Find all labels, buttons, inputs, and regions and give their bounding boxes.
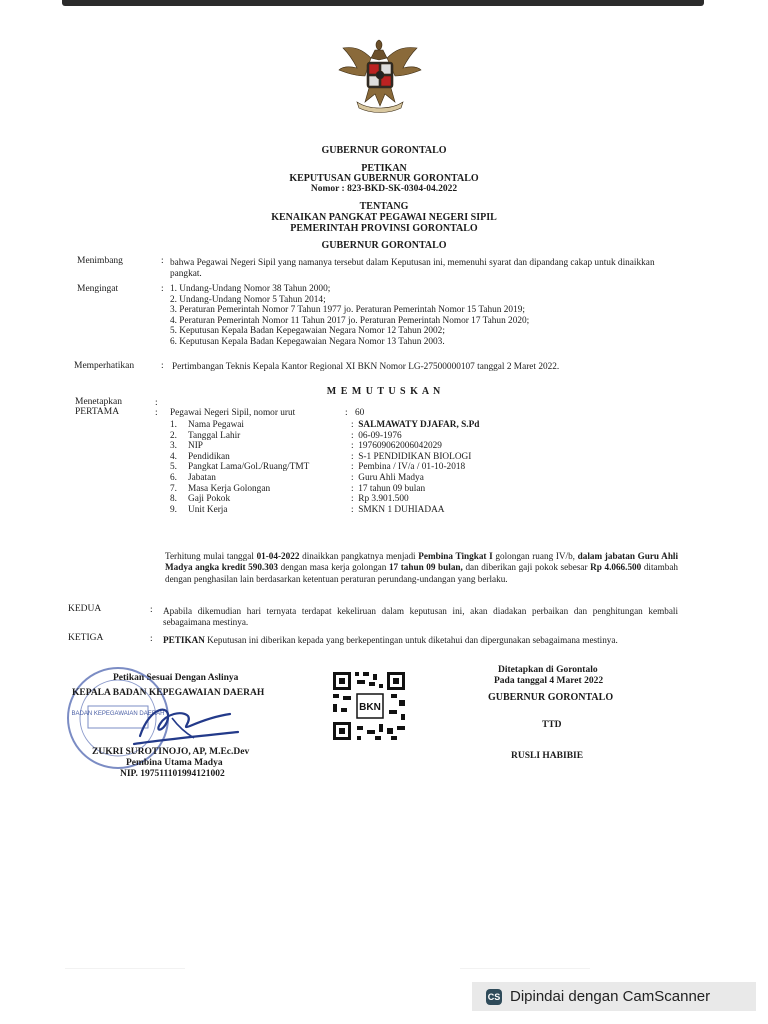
field-number: 6. xyxy=(170,472,177,483)
para-text: dengan masa kerja golongan xyxy=(280,562,387,573)
header-gubernur: GUBERNUR GORONTALO xyxy=(321,240,447,251)
menetapkan-label: Menetapkan xyxy=(75,397,122,407)
right-sign-title: GUBERNUR GORONTALO xyxy=(488,692,614,703)
header-pemprov: PEMERINTAH PROVINSI GORONTALO xyxy=(290,223,478,234)
value-colon: : xyxy=(351,420,354,430)
list-item: 3. Peraturan Pemerintah Nomor 7 Tahun 1977 jo. Peraturan Pemerintah Nomor 15 Tahun 2019; xyxy=(170,305,525,316)
menimbang-colon: : xyxy=(161,256,164,266)
value-colon: : xyxy=(351,462,354,473)
field-value-name: SALMAWATY DJAFAR, S.Pd xyxy=(358,420,480,430)
header-governor: GUBERNUR GORONTALO xyxy=(321,145,447,156)
list-item: 4. Peraturan Pemerintah Nomor 11 Tahun 2017 jo. Peraturan Pemerintah Nomor 17 Tahun 2020; xyxy=(170,315,530,326)
mengingat-label: Mengingat xyxy=(77,284,119,294)
camscanner-watermark xyxy=(472,982,756,1011)
value-colon: : xyxy=(351,430,354,441)
footer-divider xyxy=(460,968,590,969)
signature-icon xyxy=(120,696,250,752)
field-number: 9. xyxy=(170,504,177,515)
right-sign-date: Pada tanggal 4 Maret 2022 xyxy=(494,676,604,686)
kedua-label: KEDUA xyxy=(68,604,102,614)
mengingat-colon: : xyxy=(161,284,164,294)
left-sign-name: ZUKRI SUROTINOJO, AP, M.Ec.Dev xyxy=(92,747,250,757)
para-rank: Pembina Tingkat I xyxy=(418,551,493,561)
value-colon: : xyxy=(351,494,354,505)
field-number: 1. xyxy=(170,420,177,430)
field-label: Tanggal Lahir xyxy=(188,430,241,441)
field-label: Nama Pegawai xyxy=(188,420,245,430)
memperhatikan-text: Pertimbangan Teknis Kepala Kantor Regional XI BKN Nomor LG-27500000107 tanggal 2 Maret 2022. xyxy=(172,362,560,372)
list-item: 1. Undang-Undang Nomor 38 Tahun 2000; xyxy=(170,284,331,294)
field-value: S-1 PENDIDIKAN BIOLOGI xyxy=(358,451,472,462)
kedua-colon: : xyxy=(150,605,153,615)
header-keputusan: KEPUTUSAN GUBERNUR GORONTALO xyxy=(289,173,479,184)
left-sign-line1: Petikan Sesuai Dengan Aslinya xyxy=(113,673,239,683)
garuda-emblem-icon xyxy=(335,36,425,122)
field-number: 8. xyxy=(170,494,177,505)
header-tentang: TENTANG xyxy=(359,201,409,212)
para-text: dan diberikan gaji pokok sebesar xyxy=(465,562,588,573)
memperhatikan-colon: : xyxy=(161,361,164,371)
ketiga-label: KETIGA xyxy=(68,633,104,643)
camscanner-logo-icon: CS xyxy=(486,989,502,1005)
field-label: NIP xyxy=(188,441,203,452)
ketiga-colon: : xyxy=(150,634,153,644)
field-value: Rp 3.901.500 xyxy=(358,494,409,505)
menimbang-text: bahwa Pegawai Negeri Sipil yang namanya tersebut dalam Keputusan ini, memenuhi syarat dan dipandang cakap untuk dinaikkan pangkat. xyxy=(170,258,655,280)
field-value: SMKN 1 DUHIADAA xyxy=(358,504,445,515)
value-colon: : xyxy=(351,451,354,462)
list-item: 6. Keputusan Kepala Badan Kepegawaian Negara Nomor 13 Tahun 2003. xyxy=(170,336,445,347)
list-item: 5. Keputusan Kepala Badan Kepegawaian Negara Nomor 12 Tahun 2002; xyxy=(170,326,445,337)
ketiga-text xyxy=(163,635,678,646)
qr-code-icon xyxy=(331,670,407,742)
field-label: Pendidikan xyxy=(188,451,230,462)
memutuskan-title: M E M U T U S K A N xyxy=(326,386,442,397)
para-text: Terhitung mulai tanggal xyxy=(165,551,254,561)
pertama-intro: Pegawai Negeri Sipil, nomor urut xyxy=(170,408,296,418)
field-label: Unit Kerja xyxy=(188,504,228,515)
camscanner-text: Dipindai dengan CamScanner xyxy=(510,988,711,1005)
intro-colon: : xyxy=(345,408,348,418)
scanner-top-bar xyxy=(62,0,704,6)
para-text: golongan ruang IV/b, xyxy=(495,551,575,561)
pertama-colon: : xyxy=(155,408,158,418)
para-text: ditambah dengan penghasilan lain berdasarkan ketentuan peraturan perundang-undangan yang berlaku. xyxy=(165,562,679,584)
header-nomor: Nomor : 823-BKD-SK-0304-04.2022 xyxy=(310,184,458,194)
footer-divider xyxy=(65,968,185,969)
field-values xyxy=(351,420,479,515)
header-petikan: PETIKAN xyxy=(361,163,407,174)
right-sign-place: Ditetapkan di Gorontalo xyxy=(498,665,598,675)
field-value: Guru Ahli Madya xyxy=(358,472,424,483)
right-sign-ttd: TTD xyxy=(542,720,562,730)
mengingat-list xyxy=(170,284,529,348)
field-number: 7. xyxy=(170,483,177,494)
right-sign-name: RUSLI HABIBIE xyxy=(511,751,584,761)
field-label: Jabatan xyxy=(188,472,216,483)
value-colon: : xyxy=(351,483,354,494)
value-colon: : xyxy=(351,504,354,515)
ketiga-body: Keputusan ini diberikan kepada yang berkepentingan untuk diketahui dan dipergunakan sebagaimana mestinya. xyxy=(207,635,618,645)
field-value: Pembina / IV/a / 01-10-2018 xyxy=(358,462,466,473)
para-salary: Rp 4.066.500 xyxy=(590,562,642,573)
left-sign-line2: KEPALA BADAN KEPEGAWAIAN DAERAH xyxy=(72,688,265,698)
qr-center-text: BKN xyxy=(359,702,381,713)
field-number: 2. xyxy=(170,430,177,441)
list-item: 2. Undang-Undang Nomor 5 Tahun 2014; xyxy=(170,294,326,305)
para-text: dinaikkan pangkatnya menjadi xyxy=(302,551,416,561)
field-labels xyxy=(188,420,309,515)
para-position: dalam jabatan Guru Ahli Madya angka kredit 590.303 xyxy=(165,551,679,573)
field-label: Gaji Pokok xyxy=(188,494,231,505)
field-number: 3. xyxy=(170,441,177,452)
pertama-label: PERTAMA xyxy=(75,407,120,417)
field-numbers xyxy=(170,420,177,515)
field-label: Pangkat Lama/Gol./Ruang/TMT xyxy=(188,462,310,473)
left-sign-rank: Pembina Utama Madya xyxy=(126,758,223,768)
kedua-text: Apabila dikemudian hari ternyata terdapat kekeliruan dalam keputusan ini, akan diadakan perbaikan dan penghitungan kembali sebagaimana mestinya. xyxy=(163,606,678,628)
field-number: 4. xyxy=(170,451,177,462)
menetapkan-colon: : xyxy=(155,398,158,408)
para-period: 17 tahun 09 bulan, xyxy=(388,562,463,573)
para-date: 01-04-2022 xyxy=(256,551,300,561)
field-value: 17 tahun 09 bulan xyxy=(358,483,426,494)
value-colon: : xyxy=(351,441,354,452)
stamp-inner-text: BADAN KEPEGAWAIAN DAERAH xyxy=(71,711,165,717)
memperhatikan-label: Memperhatikan xyxy=(74,361,135,371)
field-label: Masa Kerja Golongan xyxy=(188,483,271,494)
value-colon: : xyxy=(351,472,354,483)
nomor-urut: 60 xyxy=(355,408,365,418)
decision-paragraph xyxy=(165,551,678,585)
ketiga-bold: PETIKAN xyxy=(163,635,205,645)
field-number: 5. xyxy=(170,462,177,473)
header-subject: KENAIKAN PANGKAT PEGAWAI NEGERI SIPIL xyxy=(271,212,497,223)
menimbang-label: Menimbang xyxy=(77,256,123,266)
left-sign-nip: NIP. 197511101994121002 xyxy=(120,769,225,779)
field-value: 197609062006042029 xyxy=(358,441,442,452)
field-value: 06-09-1976 xyxy=(358,430,402,441)
